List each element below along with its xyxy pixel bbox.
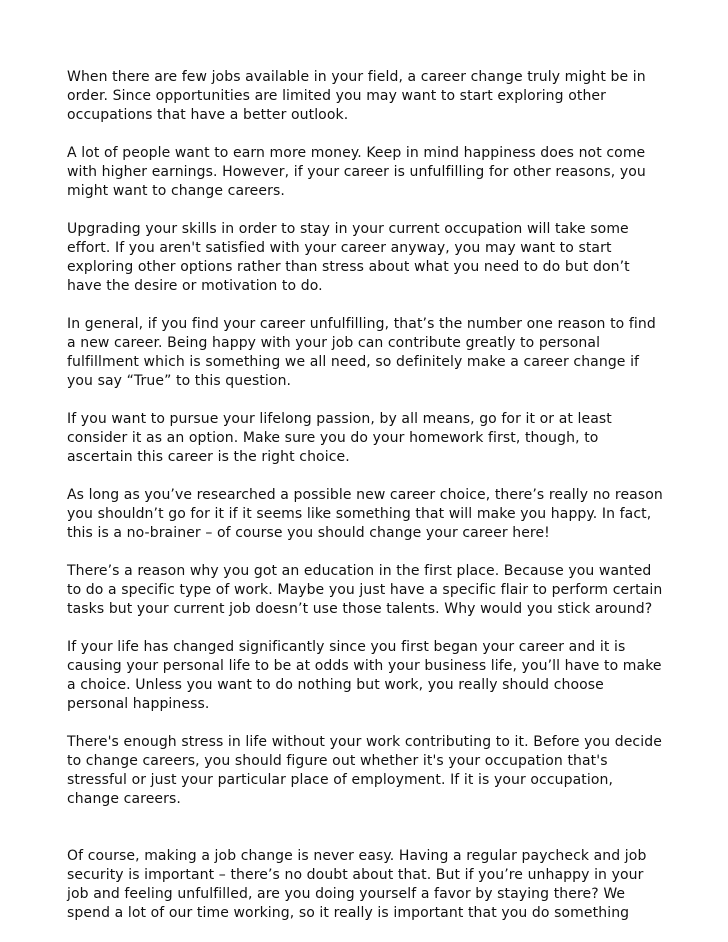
- paragraph-5: If you want to pursue your lifelong passion, by all means, go for it or at least consider it as an option. Make sure you do your homework first, though, to ascertain this career is the right choice.: [67, 411, 612, 465]
- paragraph-1: When there are few jobs available in your field, a career change truly might be in order. Since opportunities are limited you may want to start exploring other occupations that have a better outlook.: [67, 69, 646, 123]
- paragraph-2: A lot of people want to earn more money. Keep in mind happiness does not come with higher earnings. However, if your career is unfulfilling for other reasons, you might want to change careers.: [67, 145, 646, 199]
- paragraph-9: There's enough stress in life without your work contributing to it. Before you decide to change careers, you should figure out whether it's your occupation that's stressful or just your particular place of employment. If it is your occupation, change careers.: [67, 734, 662, 807]
- paragraph-7: There’s a reason why you got an education in the first place. Because you wanted to do a specific type of work. Maybe you just have a specific flair to perform certain tasks but your current job doesn’t use those talents. Why would you stick around?: [67, 563, 663, 617]
- paragraph-6: As long as you’ve researched a possible new career choice, there’s really no reason you shouldn’t go for it if it seems like something that will make you happy. In fact, this is a no-brainer – of course you should change your career here!: [67, 487, 663, 541]
- paragraph-4: In general, if you find your career unfulfilling, that’s the number one reason to find a new career. Being happy with your job can contribute greatly to personal fulfillment which is something we all need, so definitely make a career change if you say “True” to this question.: [67, 316, 656, 389]
- paragraph-10: Of course, making a job change is never easy. Having a regular paycheck and job security is important – there’s no doubt about that. But if you’re unhappy in your job and feeling unfulfilled, are you doing yourself a favor by staying there? We spend a lot of our time working, so it really is important that you do something: [67, 848, 647, 921]
- document-page: [67, 68, 667, 942]
- paragraph-3: Upgrading your skills in order to stay in your current occupation will take some effort. If you aren't satisfied with your career anyway, you may want to start exploring other options rather than stress about what you need to do but don’t have the desire or motivation to do.: [67, 221, 630, 294]
- paragraph-8: If your life has changed significantly since you first began your career and it is causing your personal life to be at odds with your business life, you’ll have to make a choice. Unless you want to do nothing but work, you really should choose personal happiness.: [67, 639, 662, 712]
